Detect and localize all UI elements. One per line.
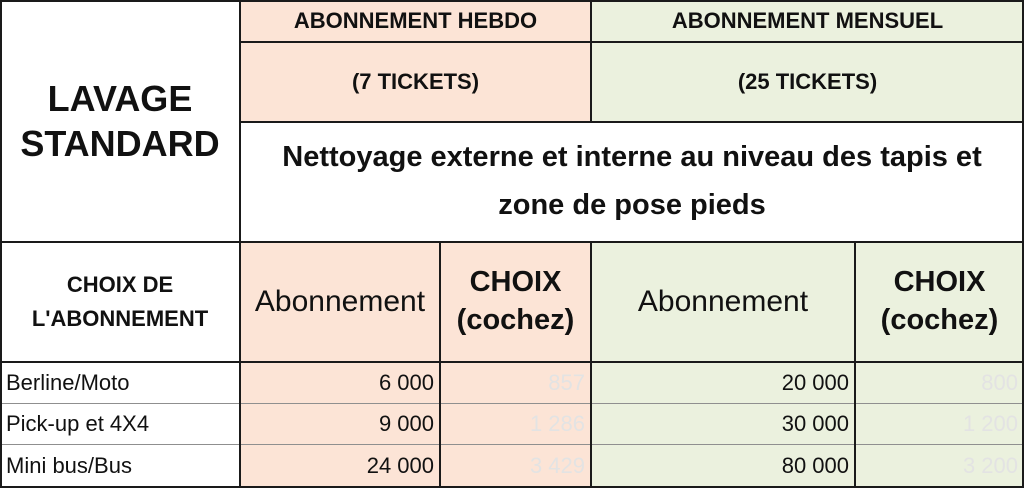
vehicle-label: Mini bus/Bus: [6, 453, 132, 478]
table-row-vehicle: [0, 362, 240, 403]
monthly-price: 80 000: [781, 453, 849, 478]
grid-line: [439, 242, 441, 488]
monthly-choice-value: 3 200: [962, 453, 1018, 478]
monthly-choice-checkbox-cell[interactable]: [855, 444, 1024, 488]
weekly-price: 6 000: [378, 369, 434, 395]
weekly-tickets-cell: [240, 42, 591, 122]
table-row-vehicle: [0, 444, 240, 488]
weekly-choice-checkbox-cell[interactable]: [440, 362, 591, 403]
vehicle-label: Pick-up et 4X4: [6, 410, 150, 436]
monthly-price: 20 000: [781, 369, 849, 395]
grid-line: [854, 242, 856, 488]
weekly-price-cell: [240, 444, 440, 488]
monthly-price-cell: [591, 362, 855, 403]
weekly-price-cell: [240, 403, 440, 444]
monthly-choice-line-2: (cochez): [880, 304, 999, 336]
monthly-subscription-header: [591, 242, 855, 362]
monthly-subscription-label: Abonnement: [637, 285, 809, 318]
monthly-price-cell: [591, 403, 855, 444]
weekly-plan-label: ABONNEMENT HEBDO: [293, 8, 538, 33]
choice-label-line-1: CHOIX DE: [66, 271, 174, 297]
monthly-plan-header: [591, 0, 1024, 42]
description-line-2: zone de pose pieds: [498, 189, 766, 221]
choice-label-cell: [0, 242, 240, 362]
grid-line: [590, 0, 592, 122]
weekly-price: 24 000: [366, 453, 434, 478]
monthly-choice-checkbox-cell[interactable]: [855, 362, 1024, 403]
description-cell: [240, 122, 1024, 242]
weekly-subscription-label: Abonnement: [254, 285, 426, 318]
weekly-plan-header: [240, 0, 591, 42]
weekly-choice-line-1: CHOIX: [469, 266, 562, 299]
grid-line: [240, 121, 1024, 123]
weekly-choice-checkbox-cell[interactable]: [440, 444, 591, 488]
table-row-vehicle: [0, 403, 240, 444]
monthly-choice-line-1: CHOIX: [893, 266, 986, 299]
weekly-choice-header: [440, 242, 591, 362]
weekly-choice-value: 857: [548, 369, 585, 395]
grid-line: [240, 41, 1024, 43]
choice-label-line-2: L'ABONNEMENT: [31, 306, 209, 331]
monthly-choice-checkbox-cell[interactable]: [855, 403, 1024, 444]
monthly-choice-value: 1 200: [962, 410, 1018, 436]
vehicle-label: Berline/Moto: [6, 369, 130, 395]
monthly-choice-header: [855, 242, 1024, 362]
title-line-2: STANDARD: [20, 123, 220, 164]
weekly-subscription-header: [240, 242, 440, 362]
monthly-choice-value: 800: [981, 369, 1018, 395]
title-line-1: LAVAGE: [47, 78, 193, 119]
monthly-price: 30 000: [781, 410, 849, 436]
weekly-choice-line-2: (cochez): [456, 304, 575, 336]
weekly-price-cell: [240, 362, 440, 403]
weekly-choice-checkbox-cell[interactable]: [440, 403, 591, 444]
grid-line: [0, 403, 1024, 404]
monthly-tickets: (25 TICKETS): [737, 69, 878, 94]
grid-line: [0, 0, 1024, 2]
weekly-choice-value: 1 286: [529, 410, 585, 436]
grid-line: [239, 0, 241, 488]
monthly-price-cell: [591, 444, 855, 488]
grid-line: [0, 0, 2, 488]
grid-line: [590, 242, 592, 488]
weekly-price: 9 000: [378, 410, 434, 436]
monthly-tickets-cell: [591, 42, 1024, 122]
grid-line: [0, 241, 1024, 243]
weekly-tickets: (7 TICKETS): [351, 69, 480, 94]
weekly-choice-value: 3 429: [529, 453, 585, 478]
monthly-plan-label: ABONNEMENT MENSUEL: [671, 8, 944, 33]
title-cell: [0, 0, 240, 242]
description-line-1: Nettoyage externe et interne au niveau des tapis et: [282, 141, 982, 174]
grid-line: [0, 361, 1024, 363]
grid-line: [0, 444, 1024, 445]
